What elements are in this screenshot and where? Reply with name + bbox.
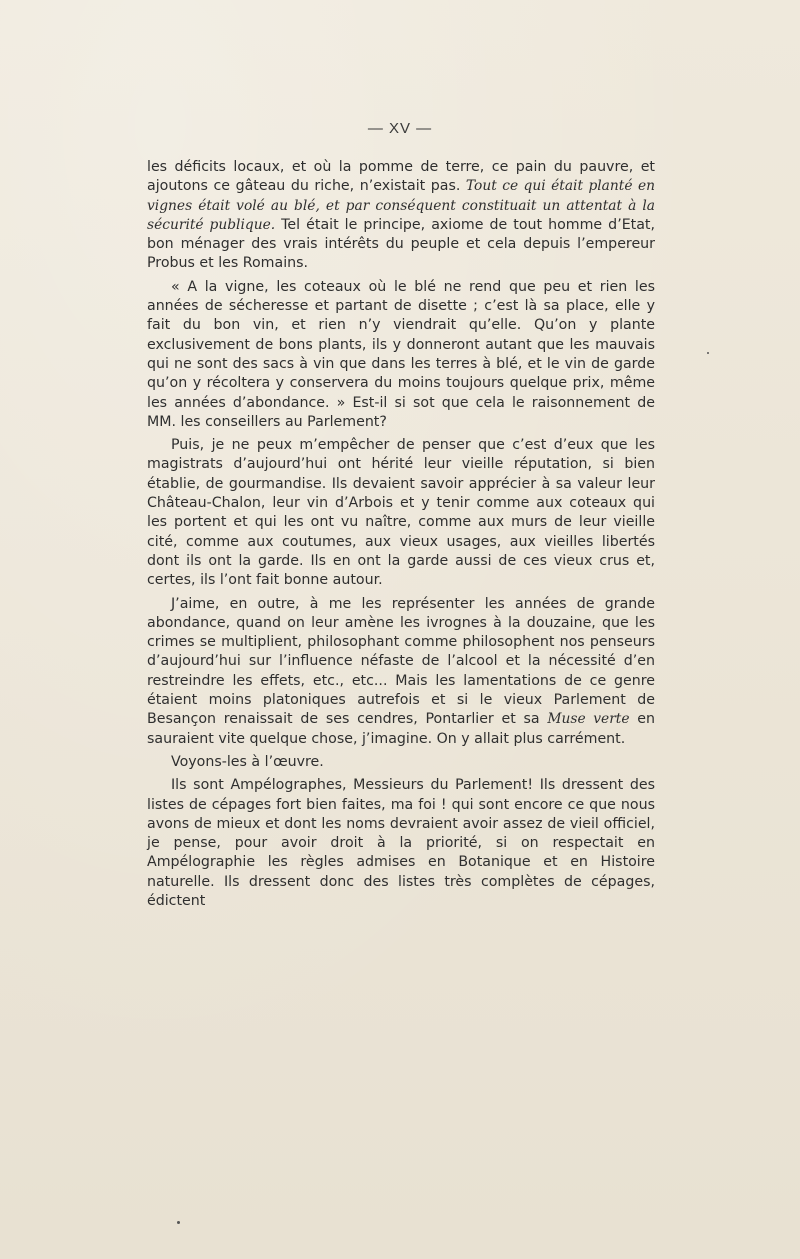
- ink-speck: [707, 352, 709, 354]
- paragraph: [147, 158, 655, 274]
- text-run: Tel était le principe, axiome de tout homme d’Etat, bon ménager des vrais intérêts du peuple et cela depuis l’empereur Probus et les Romains.: [147, 216, 655, 272]
- text-run: Voyons-les à l’œuvre.: [171, 753, 324, 770]
- body-text: [147, 158, 655, 911]
- text-run: les déficits locaux, et où la pomme de terre, ce pain du pauvre, et ajoutons ce gâteau du riche, n’existait pas.: [147, 159, 655, 195]
- text-run: Puis, je ne peux m’empêcher de penser que c’est d’eux que les magistrats d’aujourd’hui ont hérité leur vieille réputation, si bien établie, de gourmandise. Ils devaient savoir apprécier à sa valeur leur Château-Chalon, leur vin d’Arbois et y tenir comme aux coteaux qui les portent et qui les ont vu naître, comme aux murs de leur vieille cité, comme aux coutumes, aux vieux usages, aux vieilles libertés dont ils ont la garde. Ils en ont la garde aussi de ces vieux crus et, certes, ils l’ont fait bonne autour.: [147, 437, 655, 589]
- text-run: en sauraient vite quelque chose, j’imagine. On y allait plus carrément.: [147, 711, 655, 747]
- text-run: J’aime, en outre, à me les représenter les années de grande abondance, quand on leur amène les ivrognes à la douzaine, que les crimes se multiplient, philosophant comme philosophent nos penseurs d’aujourd’hui sur l’influence néfaste de l’alcool et la nécessité d’en restreindre les effets, etc., etc... Mais les lamentations de ce genre étaient moins platoniques autrefois et si le vieux Parlement de Besançon renaissait de ses cendres, Pontarlier et sa: [147, 595, 655, 728]
- text-run: Ils sont Ampélographes, Messieurs du Parlement! Ils dressent des listes de cépages fort bien faites, ma foi ! qui sont encore ce que nous avons de mieux et dont les noms devraient avoir assez de vieil officiel, je pense, pour avoir droit à la priorité, si on respectait en Ampélographie les règles admises en Botanique et en Histoire naturelle. Ils dressent donc des listes très complètes de cépages, édictent: [147, 777, 655, 909]
- italic-run: Muse verte: [547, 711, 630, 728]
- paragraph: [147, 776, 655, 911]
- paragraph: [147, 595, 655, 749]
- italic-run: Tout ce qui était planté en vignes était volé au blé, et par conséquent constituait un attentat à la sécurité publique.: [147, 178, 655, 233]
- page-number: — XV —: [367, 120, 433, 137]
- paragraph: [147, 436, 655, 590]
- ink-speck: [177, 1221, 180, 1224]
- paragraph: [147, 278, 655, 432]
- paragraph: [147, 753, 655, 772]
- text-run: « A la vigne, les coteaux où le blé ne rend que peu et rien les années de sécheresse et partant de disette ; c’est là sa place, elle y fait du bon vin, et rien n’y viendrait qu’elle. Qu’on y plante exclusivement de bons plants, ils y donneront autant que les mauvais qui ne sont des sacs à vin que dans les terres à blé, et le vin de garde qu’on y récoltera y conservera du moins toujours quelque prix, même les années d’abondance. » Est-il si sot que cela le raisonnement de MM. les conseillers au Parlement?: [147, 278, 655, 430]
